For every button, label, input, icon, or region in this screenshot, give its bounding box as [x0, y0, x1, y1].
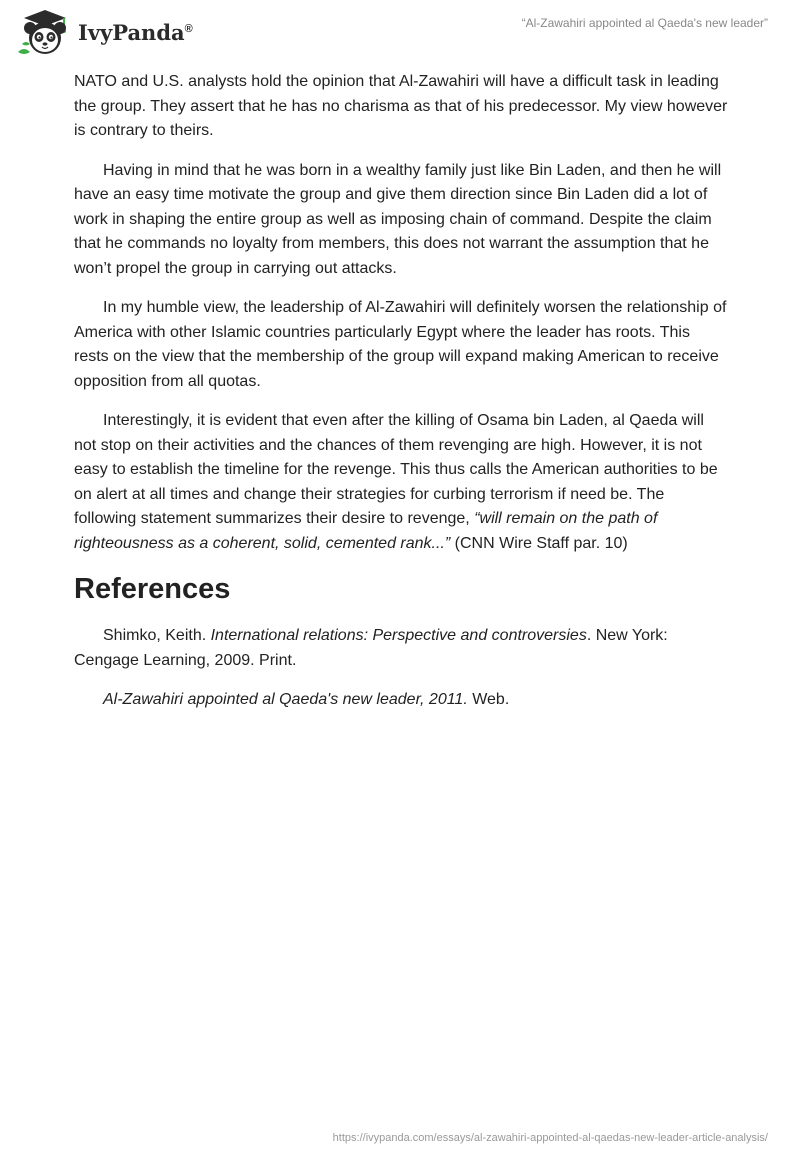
panda-logo-icon: [14, 8, 76, 58]
paragraph-2: Having in mind that he was born in a wealthy family just like Bin Laden, and then he will have an easy time motivate the group and give them direction since Bin Laden did a lot of work in shaping the entire group as well as imposing chain of command. Despite the claim that he commands no loyalty from members, this does not warrant the assumption that he won’t propel the group in carrying out attacks.: [74, 161, 722, 277]
registered-mark: ®: [184, 23, 193, 35]
running-title: “Al-Zawahiri appointed al Qaeda's new leader”: [521, 16, 768, 30]
brand-name: IvyPanda: [78, 20, 185, 45]
paragraph-4-quote: “will remain on the path of righteousness as a coherent, solid, cemented rank...”: [74, 510, 658, 552]
reference-2-title: Al-Zawahiri appointed al Qaeda's new leader, 2011.: [103, 691, 468, 708]
source-url-link[interactable]: https://ivypanda.com/essays/al-zawahiri-appointed-al-qaedas-new-leader-article-analysis/: [332, 1132, 768, 1144]
page-header: [0, 0, 800, 64]
paragraph-4: [74, 409, 728, 556]
paragraph-3: In my humble view, the leadership of Al-Zawahiri will definitely worsen the relationship of America with other Islamic countries particularly Egypt where the leader has roots. This rests on the view that the membership of the group will expand making American to receive opposition from all quotas.: [74, 299, 727, 390]
brand-logo[interactable]: [14, 8, 214, 58]
reference-entry-1: [74, 624, 728, 673]
reference-1-details: . New York: Cengage Learning, 2009. Print.: [74, 627, 668, 669]
reference-entry-2: [74, 688, 728, 713]
reference-1-title: International relations: Perspective and controversies: [210, 627, 587, 644]
essay-content: [74, 70, 728, 728]
brand-wordmark: [78, 20, 193, 45]
paragraph-1: NATO and U.S. analysts hold the opinion that Al-Zawahiri will have a difficult task in leading the group. They assert that he has no charisma as that of his predecessor. My view however is contrary to theirs.: [74, 73, 728, 139]
references-heading: References: [74, 573, 231, 605]
paragraph-4-text: Interestingly, it is evident that even after the killing of Osama bin Laden, al Qaeda will not stop on their activities and the chances of them revenging are high. However, it is not easy to establish the timeline for the revenge. This thus calls the American authorities to be on alert at all times and change their strategies for curbing terrorism if need be. The following statement summarizes their desire to revenge,: [74, 412, 718, 527]
paragraph-4-citation: (CNN Wire Staff par. 10): [450, 534, 628, 552]
reference-1-author: Shimko, Keith.: [103, 627, 211, 644]
reference-2-details: Web.: [467, 691, 510, 708]
